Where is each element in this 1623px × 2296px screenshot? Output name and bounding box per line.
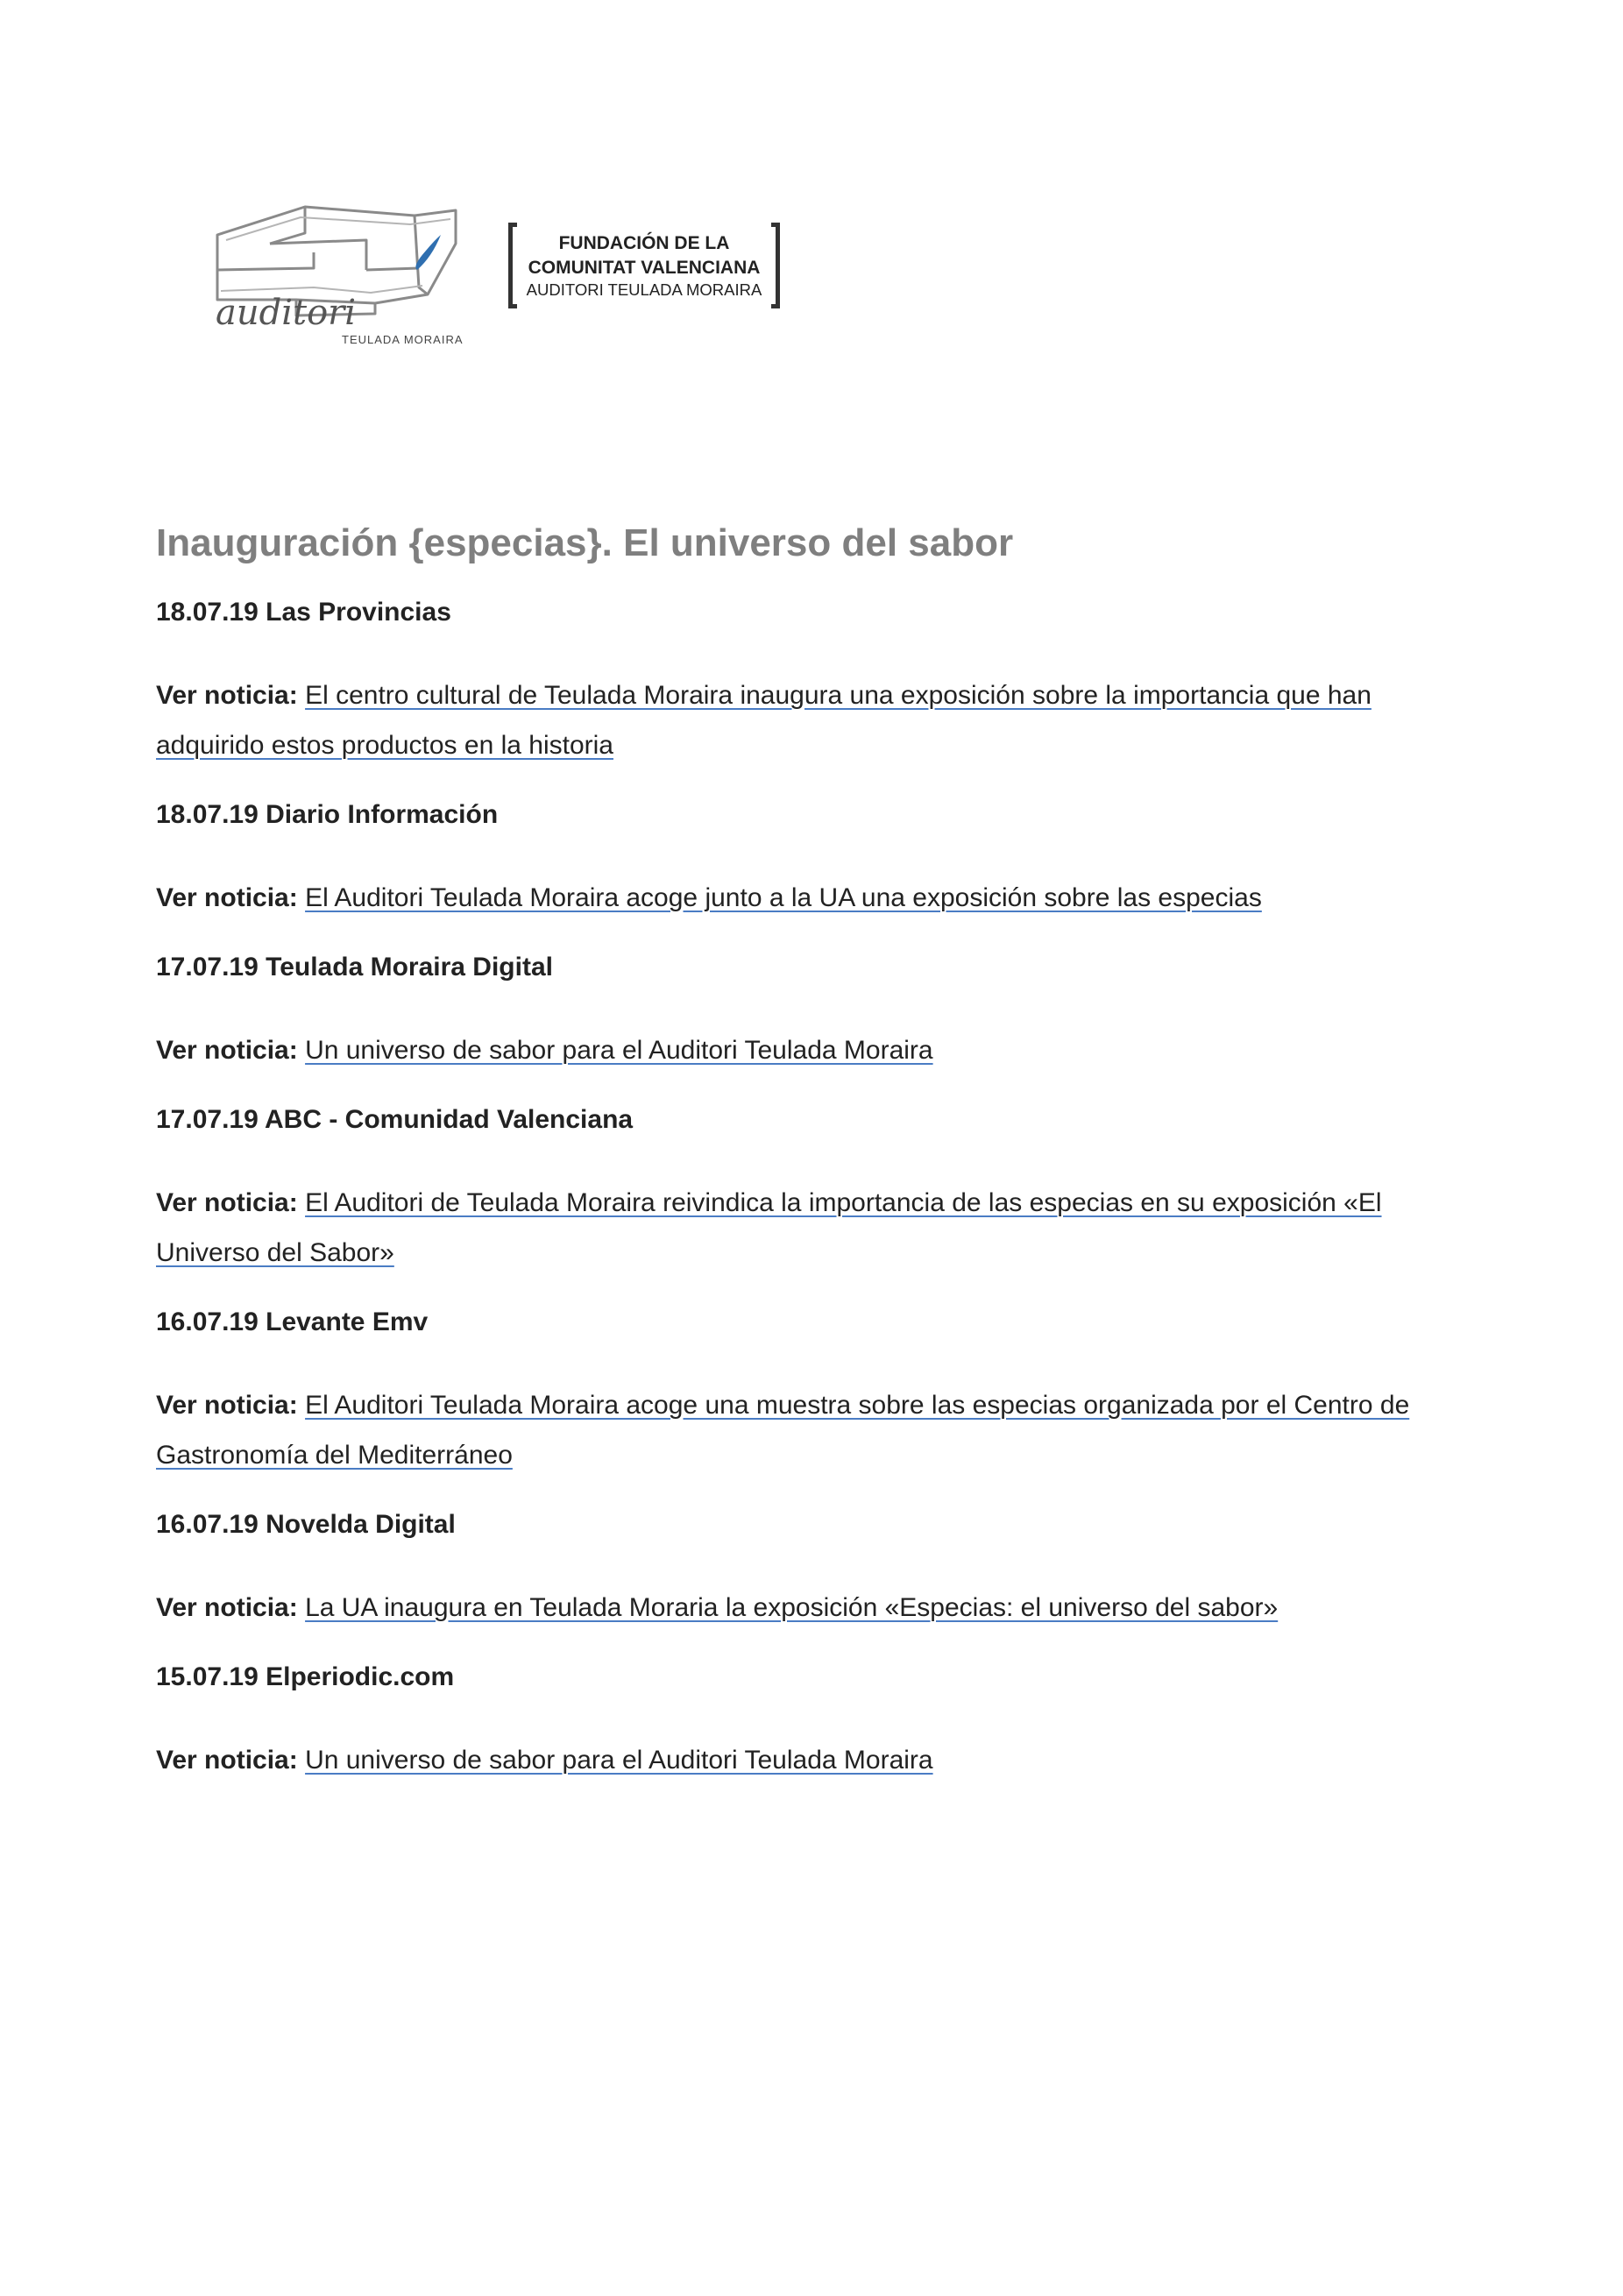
news-link[interactable]: El Auditori Teulada Moraira acoge junto a la UA una exposición sobre las especias	[305, 883, 1262, 912]
date-source: 17.07.19 Teulada Moraira Digital	[156, 953, 553, 981]
date-source: 15.07.19 Elperiodic.com	[156, 1662, 455, 1691]
news-line	[156, 1025, 1471, 1075]
news-prefix: Ver noticia:	[156, 1188, 298, 1217]
page-title: Inauguración {especias}. El universo del sabor	[156, 521, 1014, 564]
date-source: 17.07.19 ABC - Comunidad Valenciana	[156, 1105, 634, 1134]
news-entry	[156, 1659, 1471, 1785]
news-line	[156, 1380, 1471, 1480]
news-line	[156, 873, 1471, 923]
news-prefix: Ver noticia:	[156, 1746, 298, 1775]
news-prefix: Ver noticia:	[156, 1391, 298, 1420]
fundacion-line-1: FUNDACIÓN DE LA	[558, 233, 730, 253]
date-source: 16.07.19 Novelda Digital	[156, 1510, 456, 1539]
date-source: 18.07.19 Diario Información	[156, 800, 499, 829]
news-link[interactable]: Un universo de sabor para el Auditori Teulada Moraira	[305, 1746, 933, 1775]
fundacion-line-3: AUDITORI TEULADA MORAIRA	[526, 280, 762, 299]
news-entry	[156, 1102, 1471, 1278]
fundacion-line-2: COMUNITAT VALENCIANA	[528, 258, 761, 278]
news-entry	[156, 949, 1471, 1075]
date-source: 18.07.19 Las Provincias	[156, 598, 451, 627]
news-prefix: Ver noticia:	[156, 1593, 298, 1622]
news-link[interactable]: La UA inaugura en Teulada Moraria la exposición «Especias: el universo del sabor»	[305, 1593, 1279, 1622]
news-entry	[156, 1506, 1471, 1633]
auditori-wordmark: auditori	[216, 293, 357, 333]
main-content	[156, 517, 1471, 1811]
news-entry	[156, 1304, 1471, 1480]
news-prefix: Ver noticia:	[156, 1036, 298, 1065]
news-link[interactable]: El centro cultural de Teulada Moraira inaugura una exposición sobre la importancia que han adquirido estos productos en la historia	[156, 681, 1371, 760]
news-prefix: Ver noticia:	[156, 681, 298, 710]
fundacion-logo	[508, 223, 780, 310]
news-link[interactable]: El Auditori de Teulada Moraira reivindica la importancia de las especias en su exposición «El Universo del Sabor»	[156, 1188, 1382, 1267]
news-line	[156, 1178, 1471, 1278]
news-line	[156, 1583, 1471, 1633]
news-prefix: Ver noticia:	[156, 883, 298, 912]
news-link[interactable]: El Auditori Teulada Moraira acoge una muestra sobre las especias organizada por el Centro de Gastronomía del Mediterráneo	[156, 1391, 1410, 1470]
auditori-subtitle: TEULADA MORAIRA	[342, 333, 464, 346]
news-entry	[156, 797, 1471, 923]
auditori-logo	[209, 182, 464, 351]
news-link[interactable]: Un universo de sabor para el Auditori Teulada Moraira	[305, 1036, 933, 1065]
news-line	[156, 670, 1471, 770]
news-line	[156, 1735, 1471, 1785]
news-entry	[156, 594, 1471, 770]
date-source: 16.07.19 Levante Emv	[156, 1307, 429, 1336]
